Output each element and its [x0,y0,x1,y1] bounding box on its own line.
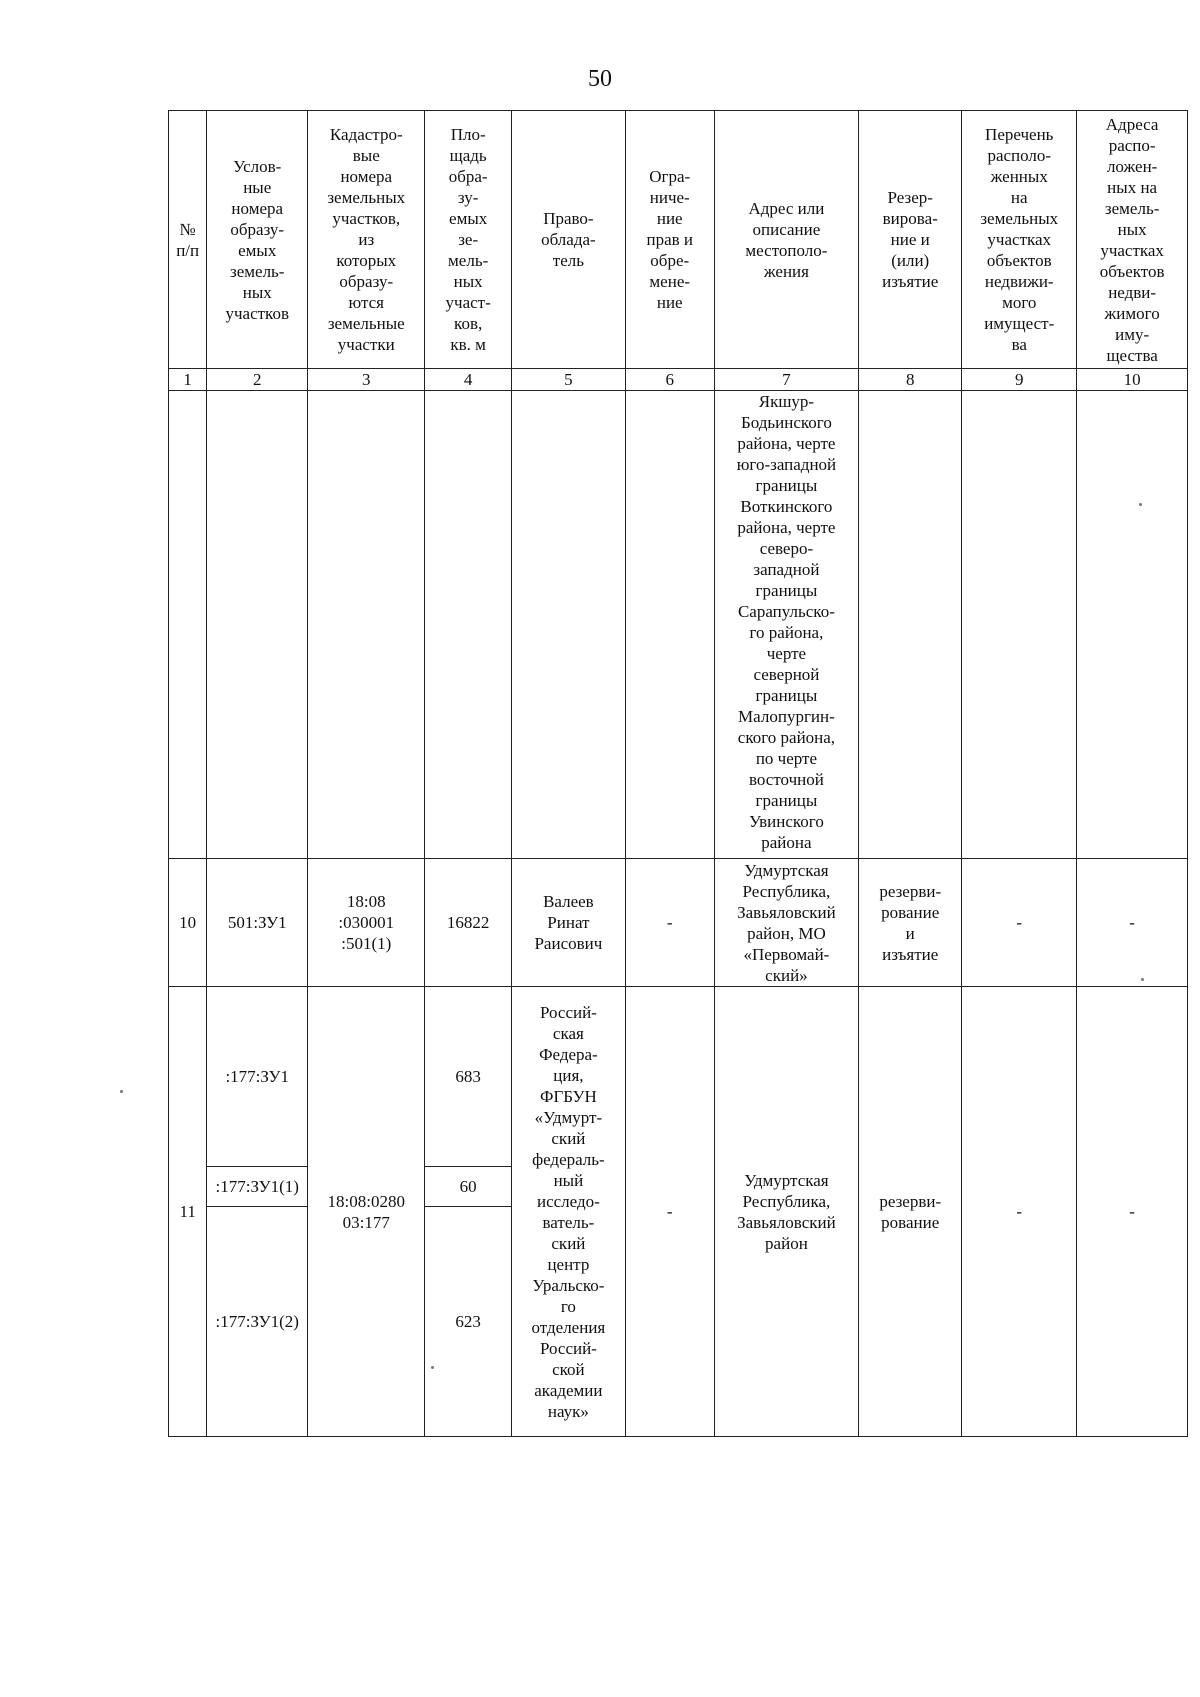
object-addresses-cell: - [1077,859,1188,987]
cadastral-number-cell: 18:08 :030001 :501(1) [308,859,425,987]
table-row-continuation [169,391,1188,859]
header-cell-reservation: Резер- вирова- ние и (или) изъятие [859,111,962,369]
row-number-cell: 10 [169,859,207,987]
parcel-number-cell: :177:ЗУ1(1) [207,1167,308,1207]
header-row [169,111,1188,369]
empty-cell [1077,391,1188,859]
column-number: 1 [169,369,207,391]
empty-cell [169,391,207,859]
area-cell: 623 [425,1207,512,1437]
header-cell-objects: Перечень располо- женных на земельных участках объектов недвижи- мого имущест- ва [962,111,1077,369]
object-addresses-cell: - [1077,987,1188,1437]
header-cell-cadastral-number: Кадастро- вые номера земельных участков, из которых образу- ются земельные участки [308,111,425,369]
restriction-cell: - [625,859,714,987]
scan-speck [1141,978,1144,981]
header-cell-rights-holder: Право- облада- тель [511,111,625,369]
header-cell-object-addresses: Адреса распо- ложен- ных на земель- ных участках объектов недви- жимого иму- щества [1077,111,1188,369]
parcel-number-cell: :177:ЗУ1 [207,987,308,1167]
column-number: 6 [625,369,714,391]
rights-holder-cell: Валеев Ринат Раисович [511,859,625,987]
scan-speck [120,1090,123,1093]
empty-cell [511,391,625,859]
empty-cell [625,391,714,859]
empty-cell [859,391,962,859]
address-cell: Удмуртская Республика, Завьяловский район, МО «Первомай- ский» [714,859,859,987]
table-row-10 [169,859,1188,987]
rights-holder-cell: Россий- ская Федера- ция, ФГБУН «Удмурт- ский федераль- ный исследо- ватель- ский центр Уральско- го отделения Россий- ской академии наук» [511,987,625,1437]
area-cell: 16822 [425,859,512,987]
scan-speck [431,1366,434,1369]
objects-cell: - [962,859,1077,987]
address-cell: Удмуртская Республика, Завьяловский район [714,987,859,1437]
empty-cell [308,391,425,859]
header-cell-parcel-number: Услов- ные номера образу- емых земель- ных участков [207,111,308,369]
header-cell-address: Адрес или описание местополо- жения [714,111,859,369]
empty-cell [207,391,308,859]
column-number: 8 [859,369,962,391]
table-row-11 [169,987,1188,1167]
address-continuation-cell: Якшур- Бодьинского района, черте юго-западной границы Воткинского района, черте северо- западной границы Сарапульско- го района, черте северной границы Малопургин- ского района, по черте восточной границы Увинского района [714,391,859,859]
header-cell-area: Пло- щадь обра- зу- емых зе- мель- ных участ- ков, кв. м [425,111,512,369]
reservation-cell: резерви- рование и изъятие [859,859,962,987]
column-number: 5 [511,369,625,391]
column-number: 7 [714,369,859,391]
header-cell-number: № п/п [169,111,207,369]
empty-cell [962,391,1077,859]
parcel-number-cell: 501:ЗУ1 [207,859,308,987]
column-number: 3 [308,369,425,391]
page-number: 50 [588,66,612,92]
area-cell: 683 [425,987,512,1167]
reservation-cell: резерви- рование [859,987,962,1437]
row-number-cell: 11 [169,987,207,1437]
scan-speck [1139,503,1142,506]
header-cell-restriction: Огра- ниче- ние прав и обре- мене- ние [625,111,714,369]
column-number: 2 [207,369,308,391]
land-parcels-table [168,110,1188,1437]
cadastral-number-cell: 18:08:0280 03:177 [308,987,425,1437]
objects-cell: - [962,987,1077,1437]
area-cell: 60 [425,1167,512,1207]
column-number-row [169,369,1188,391]
column-number: 10 [1077,369,1188,391]
parcel-number-cell: :177:ЗУ1(2) [207,1207,308,1437]
column-number: 9 [962,369,1077,391]
column-number: 4 [425,369,512,391]
restriction-cell: - [625,987,714,1437]
empty-cell [425,391,512,859]
